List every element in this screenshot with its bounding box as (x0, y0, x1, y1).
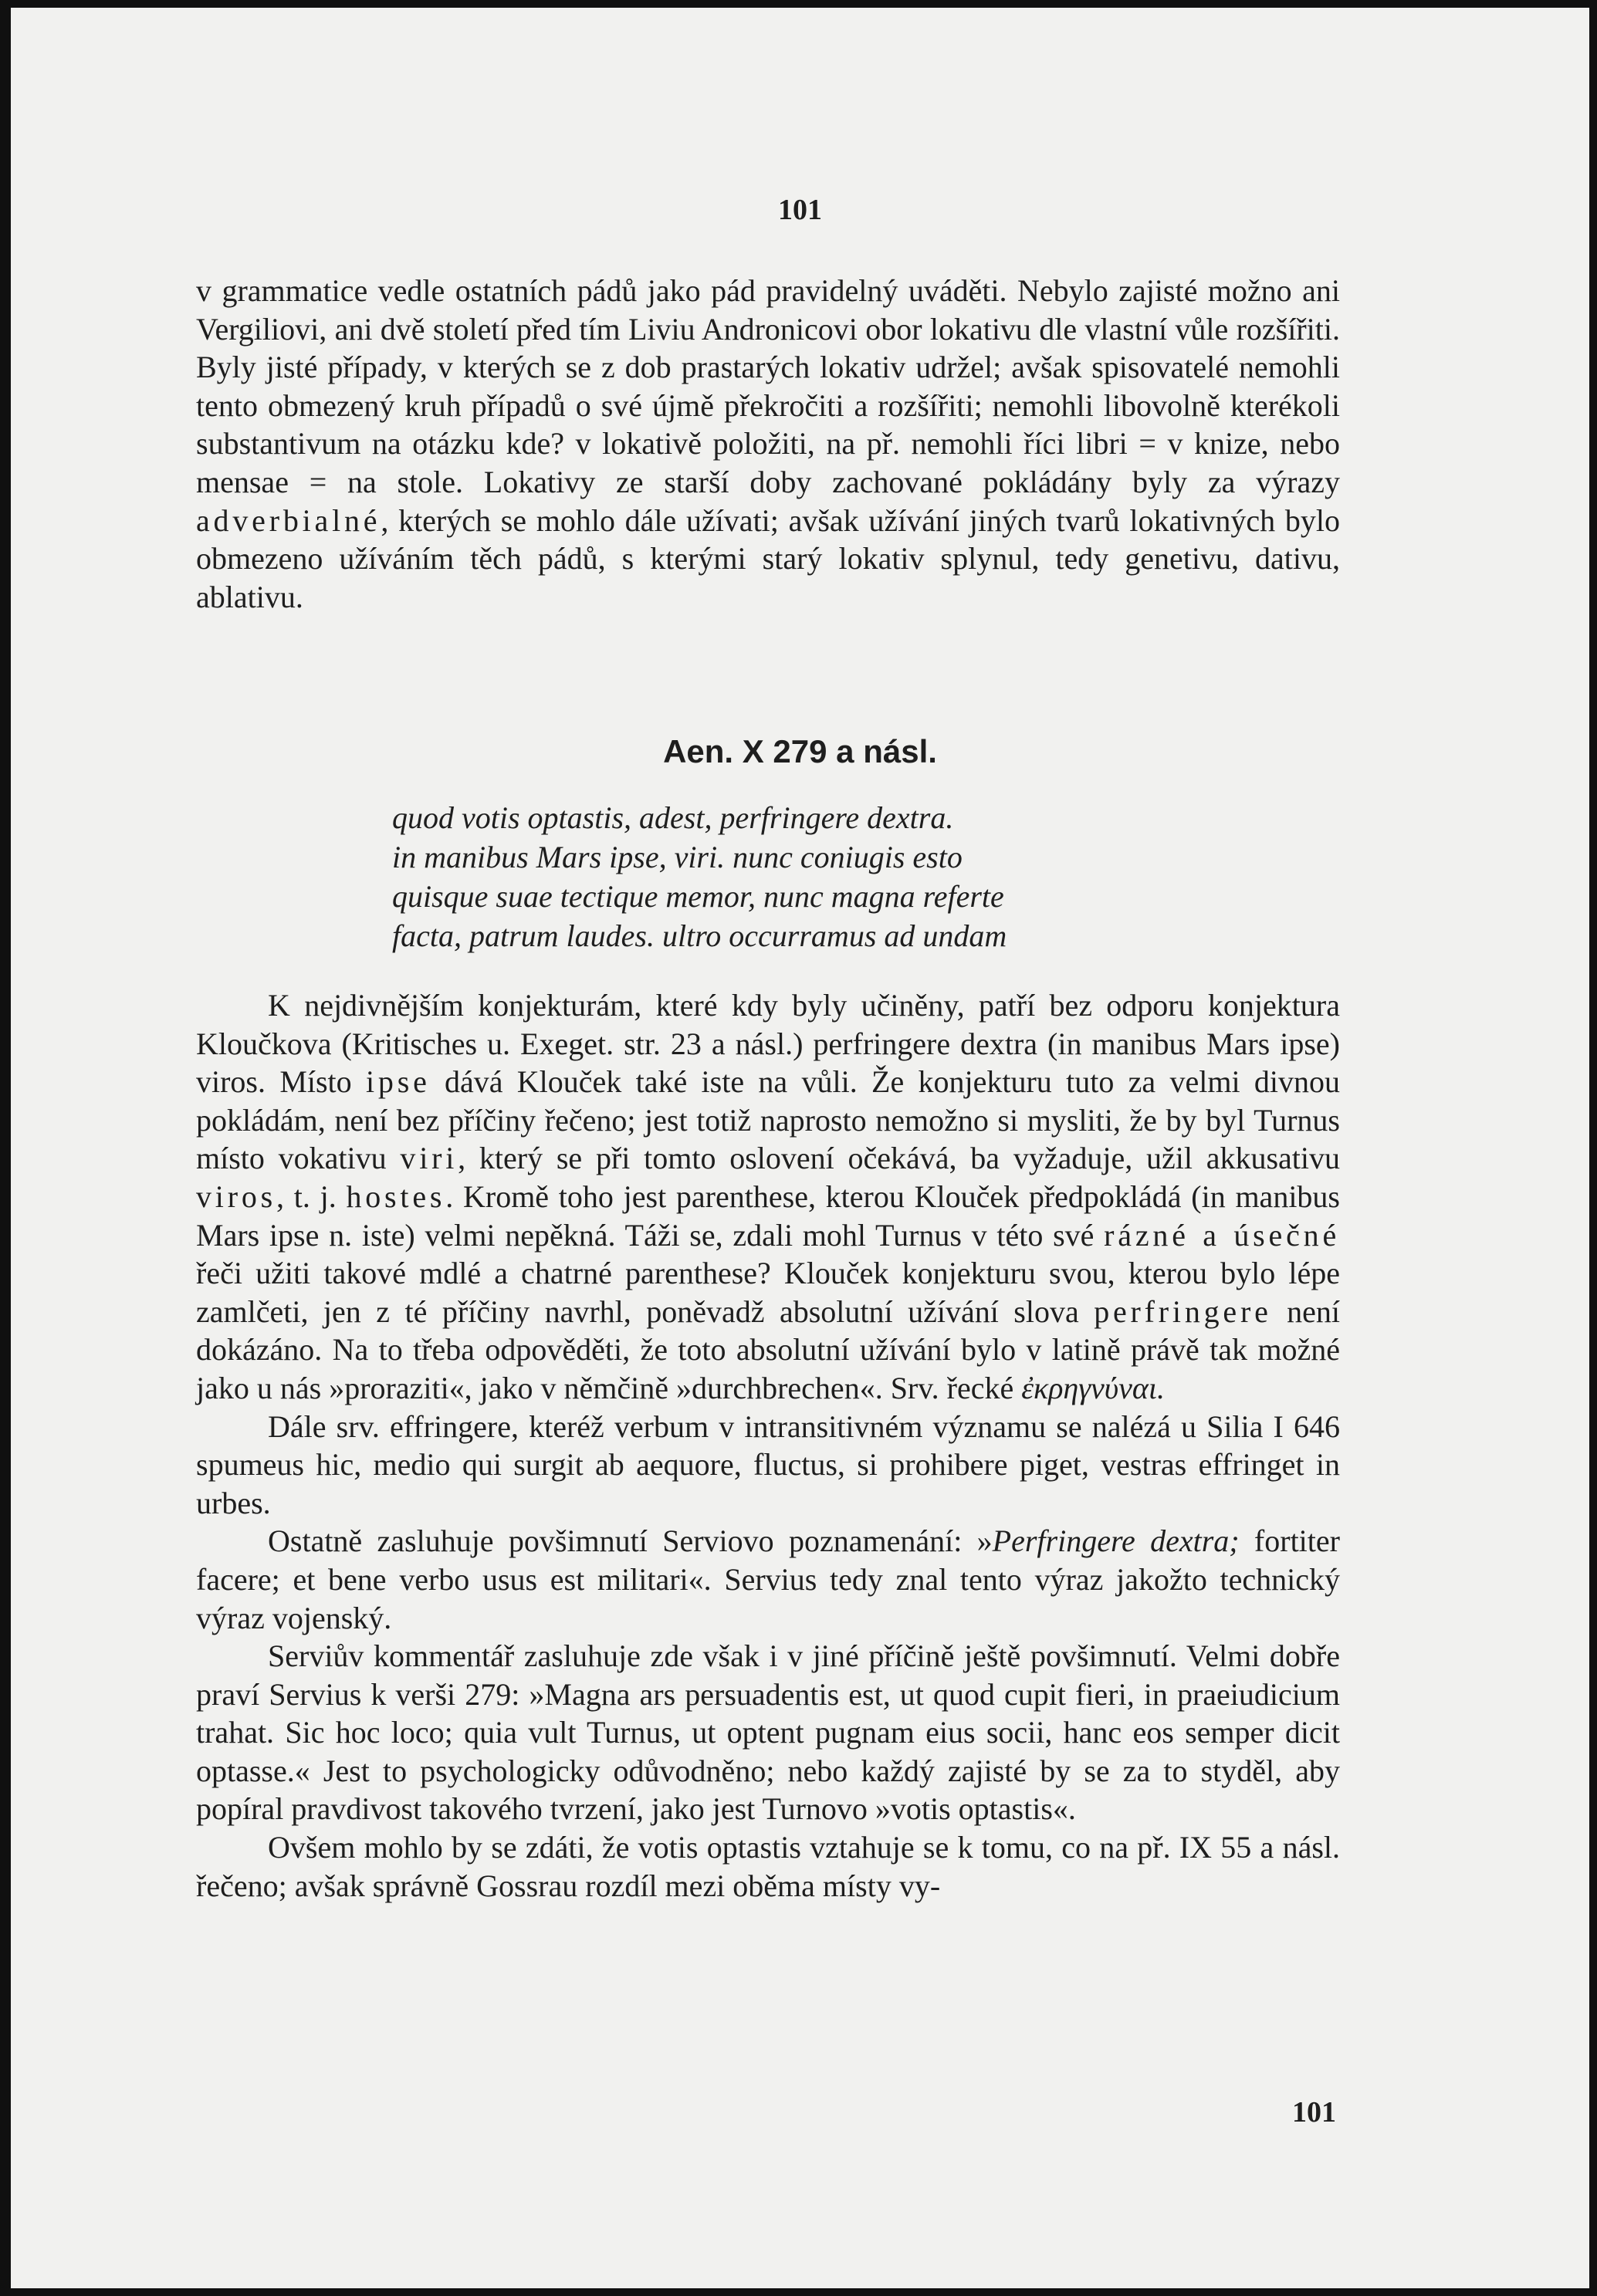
intro-text-a: v grammatice vedle ostatních pádů jako pád pravidelný uváděti. Nebylo zajisté možno ani Vergiliovi, ani dvě století před tím Liviu Andronicovi obor lokativu dle vlastní vůle rozšířiti. Byly jisté případy, v kterých se z dob prastarých lokativ udržel; avšak spisovatelé nemohli tento obmezený kruh případů o své újmě překročiti a rozšířiti; nemohli libovolně kterékoli substantivum na otázku kde? v lokativě položiti, na př. nemohli říci libri = v knize, nebo mensae = na stole. Lokativy ze starší doby zachované pokládány byly za výrazy (196, 273, 1340, 499)
p3-text-a: Ostatně zasluhuje povšimnutí Serviovo poznamenání: » (268, 1523, 993, 1559)
p3-italic-quote: Perfringere dextra; (992, 1523, 1240, 1559)
p1-spaced-perfringere: perfringere (1094, 1293, 1272, 1329)
verse-line: quod votis optastis, adest, perfringere dextra. (392, 800, 954, 835)
intro-paragraph (196, 272, 1340, 616)
book-page (11, 8, 1589, 2288)
p1-text-g: , t. j. (276, 1178, 347, 1214)
p1-spaced-viros: viros (196, 1178, 276, 1214)
intro-text-c: , kterých se mohlo dále užívati; avšak užívání jiných tvarů lokativných bylo obmezeno užíváním těch pádů, s kterými starý lokativ splynul, tedy genetivu, dativu, ablativu. (196, 502, 1340, 614)
paragraph-votis-optastis: Ovšem mohlo by se zdáti, že votis optastis vztahuje se k tomu, co na př. IX 55 a násl. řečeno; avšak správně Gossrau rozdíl mezi oběma místy vy- (196, 1830, 1340, 1903)
page-number-bottom: 101 (1292, 2096, 1336, 2129)
p1-spaced-hostes: hostes (346, 1178, 446, 1214)
p1-spaced-ipse: ipse (366, 1064, 431, 1100)
p1-text-i: . Kromě toho jest parenthese, kterou Klouček předpokládá (in manibus Mars ipse n. iste) velmi nepěkná. Táži se, zdali mohl Turnus v této své (196, 1178, 1340, 1253)
verse-line: facta, patrum laudes. ultro occurramus ad undam (392, 918, 1007, 953)
p1-greek-word: ἐκρηγνύναι. (1021, 1370, 1165, 1405)
p1-spaced-razne: rázné a úsečné (1104, 1217, 1340, 1253)
paragraph-effringere: Dále srv. effringere, kteréž verbum v intransitivném významu se nalézá u Silia I 646 spumeus hic, medio qui surgit ab aequore, fluctus, si prohibere piget, vestras effringet in urbes. (196, 1408, 1340, 1520)
verse-quote (392, 798, 1007, 955)
p1-spaced-viri: viri (400, 1141, 458, 1176)
page-number-top: 101 (778, 194, 822, 226)
p1-text-c: dává Klouček také iste na vůli. Že konjekturu tuto za velmi divnou pokládám, není bez příčiny řečeno; jest totiž naprosto nemožno si mysliti, že by byl Turnus místo vokativu (196, 1064, 1341, 1176)
verse-line: quisque suae tectique memor, nunc magna referte (392, 879, 1004, 914)
p1-text-m: není dokázáno. Na to třeba odpověděti, že toto absolutní užívání bylo v latině právě tak možné jako u nás »proraziti«, jako v němčině »durchbrechen«. Srv. řecké (196, 1293, 1340, 1405)
paragraph-servius-note (196, 1522, 1340, 1637)
main-text (196, 986, 1340, 1905)
p1-text-k: řeči užiti takové mdlé a chatrné parenthese? Klouček konjekturu svou, kterou bylo lépe zamlčeti, jen z té příčiny navrhl, poněvadž absolutní užívání slova (196, 1256, 1340, 1329)
p1-text-a: K nejdivnějším konjekturám, které kdy byly učiněny, patří bez odporu konjektura Kloučkova (Kritisches u. Exeget. str. 23 a násl.) perfringere dextra (in manibus Mars ipse) viros. Místo (196, 988, 1340, 1100)
paragraph-konjektura (196, 986, 1340, 1408)
paragraph-servius-commentary: Serviův kommentář zasluhuje zde však i v jiné příčině ještě povšimnutí. Velmi dobře praví Servius k verši 279: »Magna ars persuadentis est, ut quod cupit fieri, in praeiudicium trahat. Sic hoc loco; quia vult Turnus, ut optent pugnam eius socii, hanc eos semper dicit optasse.« Jest to psychologicky odůvodněno; nebo každý zajisté by se za to styděl, aby popíral pravdivost takového tvrzení, jako jest Turnovo »votis optastis«. (196, 1638, 1340, 1827)
section-heading: Aen. X 279 a násl. (663, 733, 937, 769)
verse-line: in manibus Mars ipse, viri. nunc coniugis esto (392, 840, 963, 874)
p1-text-e: , který se při tomto oslovení očekává, ba vyžaduje, užil akkusativu (458, 1141, 1340, 1176)
intro-spaced-adverbialne: adverbialné (196, 502, 381, 538)
p3-text-c: fortiter facere; et bene verbo usus est militari«. Servius tedy znal tento výraz jakožto technický výraz vojenský. (196, 1523, 1340, 1635)
